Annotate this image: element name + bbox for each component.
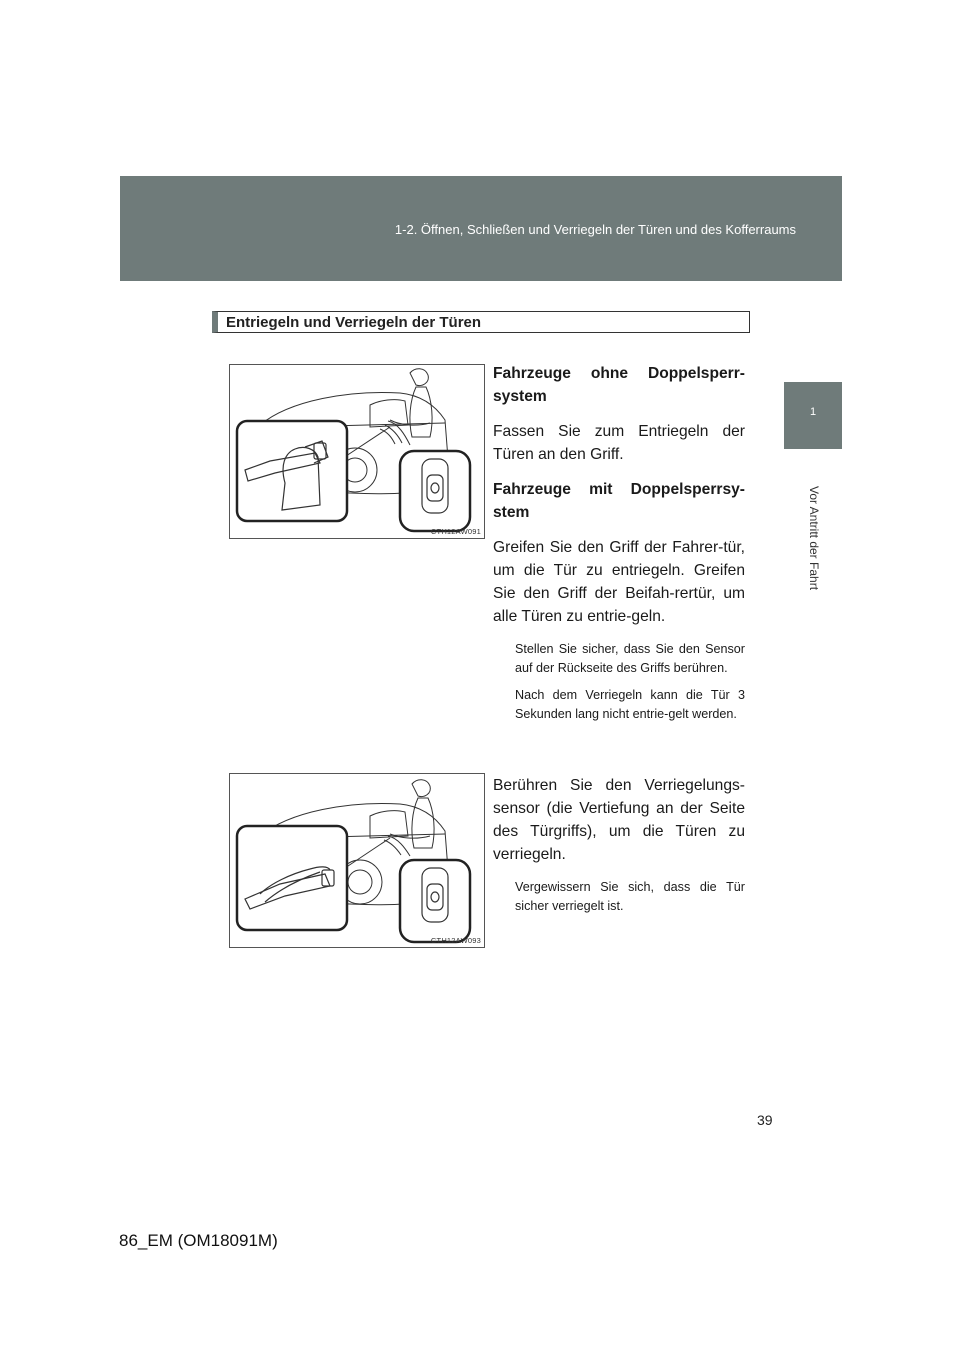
note-delay: Nach dem Verriegeln kann die Tür 3 Sekunden lang nicht entrie-gelt werden. — [515, 688, 745, 721]
car-door-unlock-drawing — [230, 365, 484, 538]
figure-code: CTH12AW091 — [430, 527, 481, 536]
section-heading — [212, 311, 750, 333]
chapter-number: 1 — [809, 406, 817, 418]
heading-without-double-lock: Fahrzeuge ohne Doppelsperr-system — [493, 365, 745, 405]
note-locked: Vergewissern Sie sich, dass die Tür sicher verriegelt ist. — [515, 880, 745, 913]
page-number: 39 — [757, 1112, 773, 1128]
manual-code: 86_EM (OM18091M) — [119, 1231, 278, 1250]
text-lock-sensor: Berühren Sie den Verriegelungs-sensor (die Vertiefung an der Seite des Türgriffs), um die Türen zu verriegeln. — [493, 777, 745, 863]
text-with-double-lock: Greifen Sie den Griff der Fahrer-tür, um die Tür zu entriegeln. Greifen Sie den Griff der Beifah-rertür, um alle Türen zu entrie-geln. — [493, 539, 745, 625]
lock-instructions — [493, 774, 745, 924]
chapter-title: Vor Antritt der Fahrt — [807, 485, 821, 591]
note-sensor: Stellen Sie sicher, dass Sie den Sensor auf der Rückseite des Griffs berühren. — [515, 642, 745, 675]
chapter-header-band — [120, 176, 842, 281]
chapter-tab — [784, 382, 842, 449]
car-door-lock-drawing — [230, 774, 484, 947]
chapter-title-vertical — [806, 458, 822, 618]
lock-illustration — [229, 773, 485, 948]
section-title: Entriegeln und Verriegeln der Türen — [226, 314, 482, 331]
figure-code: CTH12AW093 — [430, 936, 481, 945]
text-without-double-lock: Fassen Sie zum Entriegeln der Türen an den Griff. — [493, 423, 745, 463]
unlock-instructions — [493, 362, 745, 732]
heading-with-double-lock: Fahrzeuge mit Doppelsperrsy-stem — [493, 481, 745, 521]
unlock-illustration — [229, 364, 485, 539]
breadcrumb: 1-2. Öffnen, Schließen und Verriegeln der Türen und des Kofferraums — [394, 222, 796, 237]
